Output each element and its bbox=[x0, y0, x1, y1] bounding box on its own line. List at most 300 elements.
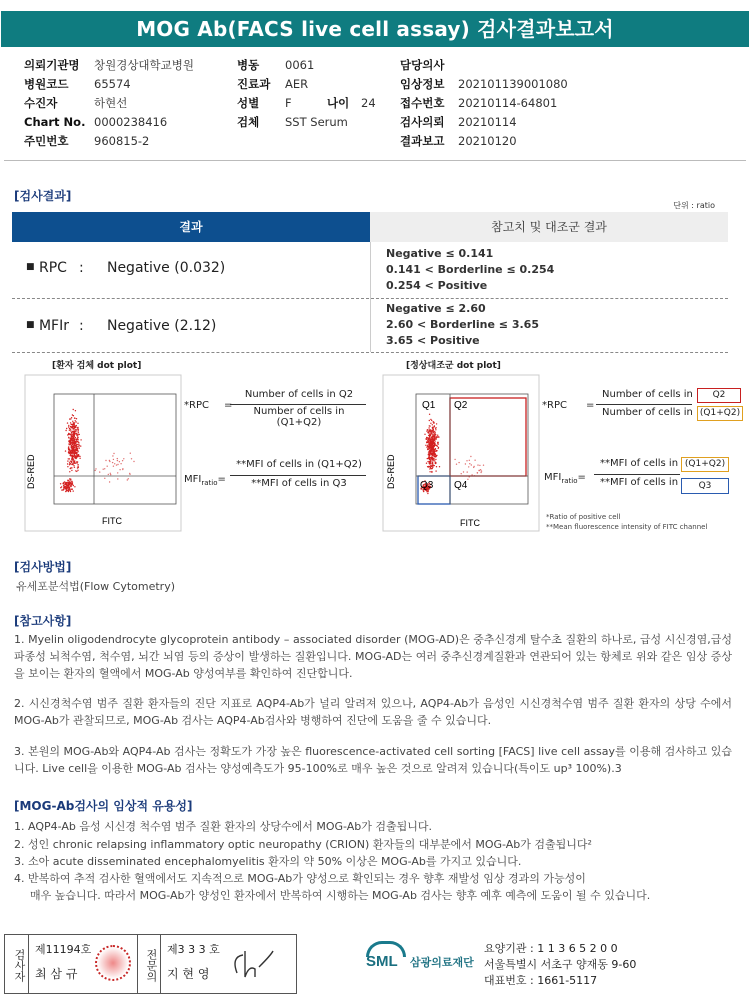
unit-label: 단위 : ratio bbox=[673, 201, 715, 210]
info-label: 결과보고 bbox=[400, 134, 445, 148]
dot bbox=[432, 466, 433, 467]
dot bbox=[74, 467, 75, 468]
dot bbox=[75, 425, 76, 426]
info-value: 20210114-64801 bbox=[458, 96, 558, 110]
dot bbox=[71, 489, 72, 490]
clinical-item: 매우 높습니다. 따라서 MOG-Ab가 양성인 환자에서 반복하여 시행하는 MOG-Ab 검사는 향후 예후 예측에 도움이 될 수 있습니다. bbox=[30, 889, 651, 902]
report-title: MOG Ab(FACS live cell assay) 검사결과보고서 bbox=[1, 11, 749, 47]
dot bbox=[432, 443, 433, 444]
dot bbox=[76, 471, 77, 472]
info-label: 검사의뢰 bbox=[400, 115, 445, 129]
dot bbox=[427, 491, 428, 492]
q2-box: Q2 bbox=[697, 388, 741, 403]
dot bbox=[428, 466, 429, 467]
reference-section-title: [참고사항] bbox=[14, 614, 72, 628]
mfi-ratio-label bbox=[544, 472, 586, 485]
dot bbox=[69, 430, 70, 431]
dot bbox=[429, 451, 430, 452]
dot bbox=[65, 488, 66, 489]
dot bbox=[473, 466, 474, 467]
dot bbox=[69, 449, 70, 450]
dot bbox=[63, 488, 64, 489]
divider bbox=[4, 160, 746, 161]
dot bbox=[73, 450, 74, 451]
x-axis-label: FITC bbox=[460, 518, 480, 528]
dot bbox=[68, 491, 69, 492]
dot bbox=[480, 469, 481, 470]
dot bbox=[434, 443, 435, 444]
dot bbox=[104, 478, 105, 479]
dot bbox=[73, 490, 74, 491]
reference-line: Negative ≤ 2.60 bbox=[386, 302, 486, 315]
dot bbox=[119, 461, 120, 462]
info-col-1 bbox=[24, 56, 194, 151]
dot bbox=[75, 437, 76, 438]
dot bbox=[436, 438, 437, 439]
fraction-bar bbox=[230, 475, 366, 476]
dot bbox=[430, 441, 431, 442]
dot bbox=[72, 442, 73, 443]
q1-label: Q1 bbox=[422, 400, 436, 411]
dot bbox=[434, 453, 435, 454]
dot bbox=[113, 459, 114, 460]
result-name: MFIr bbox=[38, 318, 69, 334]
seal-icon bbox=[95, 945, 131, 981]
reference-line: 2.60 < Borderline ≤ 3.65 bbox=[386, 318, 539, 331]
dot bbox=[74, 486, 75, 487]
dot bbox=[123, 458, 124, 459]
result-section-title: [검사결과] bbox=[14, 189, 72, 203]
dot bbox=[437, 435, 438, 436]
mfi-numerator: **MFI of cells in (Q1+Q2) bbox=[236, 459, 362, 470]
dot bbox=[80, 439, 81, 440]
mfi-subscript: ratio bbox=[201, 479, 218, 487]
dot bbox=[430, 429, 431, 430]
dot bbox=[75, 441, 76, 442]
dot bbox=[65, 450, 66, 451]
dot bbox=[74, 424, 75, 425]
dot bbox=[428, 454, 429, 455]
result-sep: : bbox=[78, 318, 84, 334]
org-name: 삼광의료재단 bbox=[410, 956, 474, 969]
dot bbox=[74, 433, 75, 434]
dot bbox=[76, 429, 77, 430]
dot bbox=[72, 464, 73, 465]
dot bbox=[131, 458, 132, 459]
dot bbox=[73, 428, 74, 429]
dot bbox=[133, 461, 134, 462]
dot bbox=[117, 458, 118, 459]
age-value: 24 bbox=[361, 96, 376, 110]
dot bbox=[71, 435, 72, 436]
dot bbox=[434, 436, 435, 437]
dot bbox=[71, 432, 72, 433]
dot bbox=[72, 440, 73, 441]
mfi-subscript: ratio bbox=[561, 477, 578, 485]
clinical-item: 3. 소아 acute disseminated encephalomyelitis 환자의 약 50% 이상은 MOG-Ab를 가지고 있습니다. bbox=[14, 855, 522, 868]
rpc-reference bbox=[386, 246, 554, 294]
dot bbox=[129, 473, 130, 474]
dot bbox=[433, 440, 434, 441]
dot bbox=[431, 453, 432, 454]
patient-plot-title: [환자 검체 dot plot] bbox=[52, 361, 142, 371]
dot bbox=[431, 457, 432, 458]
dot bbox=[69, 458, 70, 459]
dot bbox=[480, 472, 481, 473]
dot bbox=[76, 435, 77, 436]
equals: = bbox=[577, 472, 586, 483]
info-value: 0061 bbox=[285, 58, 315, 72]
dot bbox=[75, 421, 76, 422]
dot bbox=[435, 462, 436, 463]
dot bbox=[60, 483, 61, 484]
dot bbox=[433, 423, 434, 424]
dot bbox=[433, 427, 434, 428]
dot bbox=[434, 456, 435, 457]
dot bbox=[117, 478, 118, 479]
dot bbox=[71, 417, 72, 418]
dot bbox=[74, 447, 75, 448]
info-value: F bbox=[285, 96, 292, 110]
dot bbox=[73, 432, 74, 433]
dot bbox=[112, 462, 113, 463]
dot bbox=[429, 446, 430, 447]
dot bbox=[435, 427, 436, 428]
info-label: 담당의사 bbox=[400, 58, 445, 72]
dot bbox=[432, 449, 433, 450]
dot bbox=[430, 439, 431, 440]
dot bbox=[69, 434, 70, 435]
dot bbox=[430, 447, 431, 448]
dot bbox=[63, 489, 64, 490]
dot bbox=[72, 457, 73, 458]
dot bbox=[429, 431, 430, 432]
dot bbox=[432, 459, 433, 460]
dot bbox=[430, 467, 431, 468]
dot bbox=[75, 443, 76, 444]
dot bbox=[68, 437, 69, 438]
dot bbox=[75, 453, 76, 454]
dot bbox=[71, 431, 72, 432]
dot bbox=[103, 469, 104, 470]
dot bbox=[458, 462, 459, 463]
dot bbox=[113, 453, 114, 454]
dot bbox=[431, 445, 432, 446]
dot bbox=[67, 466, 68, 467]
dot bbox=[109, 461, 110, 462]
dot bbox=[429, 471, 430, 472]
dot bbox=[73, 422, 74, 423]
dot bbox=[72, 483, 73, 484]
dot bbox=[74, 440, 75, 441]
dot bbox=[427, 493, 428, 494]
dot bbox=[428, 438, 429, 439]
dot bbox=[117, 460, 118, 461]
dot bbox=[78, 432, 79, 433]
dot bbox=[437, 444, 438, 445]
info-label: 의뢰기관명 bbox=[24, 58, 80, 72]
info-label: Chart No. bbox=[24, 115, 86, 129]
dot bbox=[70, 438, 71, 439]
dot bbox=[73, 452, 74, 453]
reference-paragraph-3: 3. 본원의 MOG-Ab와 AQP4-Ab 검사는 정확도가 가장 높은 fluorescence-activated cell sorting [FACS] live cell assay를 이용해 검사하고 있습니다. Live cell을 이용한 MOG-Ab 검사는 양성예측도가 95-100%로 매우 높은 것으로 알려져 있습니다(특이도 up³ 100%).3 bbox=[14, 745, 732, 775]
dot bbox=[434, 440, 435, 441]
dot bbox=[110, 473, 111, 474]
dot bbox=[99, 471, 100, 472]
dot bbox=[463, 471, 464, 472]
result-name: RPC bbox=[38, 260, 67, 276]
rpc-denominator: Number of cells in (Q1+Q2) bbox=[253, 406, 345, 428]
dot bbox=[68, 425, 69, 426]
dot bbox=[430, 462, 431, 463]
dot bbox=[60, 487, 61, 488]
dot bbox=[67, 463, 68, 464]
dot bbox=[75, 463, 76, 464]
dot bbox=[434, 460, 435, 461]
footnote-mfi: **Mean fluorescence intensity of FITC channel bbox=[546, 523, 708, 531]
dot bbox=[430, 432, 431, 433]
reference-line: 0.141 < Borderline ≤ 0.254 bbox=[386, 263, 555, 276]
dot bbox=[432, 465, 433, 466]
result-value: Negative (0.032) bbox=[106, 260, 226, 276]
dot bbox=[434, 451, 435, 452]
doctor-name: 지 현 영 bbox=[167, 967, 210, 981]
dot bbox=[63, 482, 64, 483]
dot bbox=[69, 444, 70, 445]
dot bbox=[117, 464, 118, 465]
dot bbox=[73, 431, 74, 432]
dot bbox=[80, 445, 81, 446]
dot bbox=[429, 459, 430, 460]
dot bbox=[70, 461, 71, 462]
dot bbox=[437, 437, 438, 438]
dot bbox=[470, 456, 471, 457]
dot bbox=[427, 461, 428, 462]
dot bbox=[71, 455, 72, 456]
dot bbox=[95, 470, 96, 471]
dot bbox=[72, 458, 73, 459]
dot bbox=[70, 452, 71, 453]
dot bbox=[77, 466, 78, 467]
equals: = bbox=[224, 400, 233, 411]
dot bbox=[426, 437, 427, 438]
mfi-numerator-text: **MFI of cells in bbox=[600, 458, 679, 469]
dot bbox=[466, 460, 467, 461]
info-value: 0000238416 bbox=[94, 115, 168, 129]
dot bbox=[434, 433, 435, 434]
x-axis-label: FITC bbox=[102, 516, 122, 526]
dot bbox=[432, 451, 433, 452]
result-value: Negative (2.12) bbox=[106, 318, 217, 334]
dot bbox=[74, 436, 75, 437]
dot bbox=[426, 439, 427, 440]
dot bbox=[74, 427, 75, 428]
info-value: 65574 bbox=[94, 77, 131, 91]
dot bbox=[426, 463, 427, 464]
dot bbox=[424, 434, 425, 435]
dot bbox=[437, 442, 438, 443]
dot bbox=[435, 470, 436, 471]
age-label: 나이 bbox=[327, 96, 350, 110]
mfi-ratio-label bbox=[184, 474, 226, 487]
dot bbox=[105, 460, 106, 461]
info-label: 진료과 bbox=[237, 77, 271, 91]
dot bbox=[75, 457, 76, 458]
reference-header: 참고치 및 대조군 결과 bbox=[370, 212, 728, 242]
dot bbox=[456, 464, 457, 465]
dot bbox=[429, 429, 430, 430]
fraction-bar bbox=[230, 404, 366, 405]
dot bbox=[432, 438, 433, 439]
info-label: 병원코드 bbox=[24, 77, 69, 91]
dot bbox=[436, 455, 437, 456]
rpc-denominator-text: Number of cells in bbox=[602, 407, 693, 418]
dot bbox=[437, 446, 438, 447]
info-label: 검체 bbox=[237, 115, 260, 129]
dot bbox=[433, 421, 434, 422]
info-label: 임상정보 bbox=[400, 77, 445, 91]
dot bbox=[433, 434, 434, 435]
dot bbox=[439, 466, 440, 467]
reference-paragraph-1: 1. Myelin oligodendrocyte glycoprotein antibody – associated disorder (MOG-AD)은 중추신경계 탈수초 질환의 하나로, 급성 시신경염,급성파종성 뇌척수염, 척수염, 뇌간 뇌염 등의 증상이 발생하는 질환입니다. MOG-AD는 여러 중추신경계질환과 연관되어 있는 항체로 위와 같은 임상 증상을 보이는 환자의 혈액에서 MOG-Ab 양성여부를 확인하여 진단합니다. bbox=[14, 633, 732, 680]
dot bbox=[70, 491, 71, 492]
dot bbox=[76, 440, 77, 441]
dot bbox=[75, 450, 76, 451]
dot bbox=[427, 446, 428, 447]
dot bbox=[428, 462, 429, 463]
dot bbox=[70, 454, 71, 455]
dot bbox=[68, 452, 69, 453]
dot bbox=[435, 429, 436, 430]
dot bbox=[74, 454, 75, 455]
dot bbox=[467, 471, 468, 472]
dot bbox=[430, 466, 431, 467]
dot bbox=[431, 420, 432, 421]
mfi-denominator-text: **MFI of cells in bbox=[600, 477, 679, 488]
reference-line: 0.254 < Positive bbox=[386, 279, 488, 292]
dot bbox=[78, 454, 79, 455]
mfi-label: MFI bbox=[544, 472, 562, 483]
bullet-icon: ■ bbox=[26, 320, 35, 330]
dot bbox=[127, 479, 128, 480]
mfi-label: MFI bbox=[184, 474, 202, 485]
reference-line: 3.65 < Positive bbox=[386, 334, 480, 347]
dot bbox=[69, 471, 70, 472]
bullet-icon: ■ bbox=[26, 262, 35, 272]
info-col-3 bbox=[400, 56, 568, 151]
control-dot-plot bbox=[382, 374, 542, 532]
dot bbox=[433, 459, 434, 460]
column-divider bbox=[370, 242, 371, 352]
dot bbox=[75, 429, 76, 430]
dot bbox=[75, 455, 76, 456]
dot bbox=[430, 453, 431, 454]
doctor-label: 전문의 bbox=[137, 935, 161, 993]
clinical-item: 1. AQP4-Ab 음성 시신경 척수염 범주 질환 환자의 상당수에서 MOG-Ab가 검출됩니다. bbox=[14, 820, 432, 833]
dot bbox=[73, 485, 74, 486]
dot bbox=[72, 424, 73, 425]
dot bbox=[430, 442, 431, 443]
dot bbox=[72, 449, 73, 450]
dot bbox=[430, 423, 431, 424]
dot bbox=[66, 428, 67, 429]
dot bbox=[77, 444, 78, 445]
equals: = bbox=[217, 474, 226, 485]
dot bbox=[72, 437, 73, 438]
result-header: 결과 bbox=[12, 212, 370, 242]
dot bbox=[427, 442, 428, 443]
dot bbox=[77, 430, 78, 431]
dot bbox=[431, 472, 432, 473]
dot bbox=[70, 486, 71, 487]
dot bbox=[469, 463, 470, 464]
dot bbox=[431, 433, 432, 434]
dot bbox=[427, 429, 428, 430]
dot bbox=[68, 448, 69, 449]
clinical-item: 2. 성인 chronic relapsing inflammatory optic neuropathy (CRION) 환자들의 대부분에서 MOG-Ab가 검출됩니다² bbox=[14, 838, 592, 851]
dot bbox=[431, 454, 432, 455]
q4-label: Q4 bbox=[454, 480, 468, 491]
info-label: 주민번호 bbox=[24, 134, 69, 148]
y-axis-label: DS-RED bbox=[386, 454, 396, 489]
dot bbox=[128, 478, 129, 479]
dot bbox=[436, 451, 437, 452]
mfi-denominator: **MFI of cells in Q3 bbox=[251, 478, 347, 489]
dot bbox=[72, 421, 73, 422]
dot bbox=[434, 431, 435, 432]
row-divider bbox=[12, 352, 728, 353]
dot bbox=[477, 464, 478, 465]
dot bbox=[78, 442, 79, 443]
dot bbox=[104, 468, 105, 469]
dot bbox=[120, 463, 121, 464]
dot bbox=[71, 447, 72, 448]
dot bbox=[430, 460, 431, 461]
mfir-result-row bbox=[26, 318, 216, 334]
dot bbox=[432, 430, 433, 431]
info-col-2 bbox=[237, 56, 376, 132]
dot bbox=[433, 446, 434, 447]
org-code: 요양기관 : 1 1 3 6 5 2 0 0 bbox=[484, 942, 618, 955]
dot bbox=[67, 460, 68, 461]
dot bbox=[70, 442, 71, 443]
dot bbox=[70, 430, 71, 431]
dot bbox=[71, 427, 72, 428]
q1q2-box: (Q1+Q2) bbox=[697, 406, 743, 421]
dot bbox=[71, 462, 72, 463]
dot bbox=[429, 436, 430, 437]
info-value: 20210120 bbox=[458, 134, 517, 148]
dot bbox=[68, 487, 69, 488]
dot bbox=[68, 490, 69, 491]
dot bbox=[434, 455, 435, 456]
dot bbox=[65, 484, 66, 485]
dot bbox=[107, 466, 108, 467]
dot bbox=[77, 464, 78, 465]
dot bbox=[117, 472, 118, 473]
dot bbox=[75, 410, 76, 411]
tester-name: 최 삼 규 bbox=[35, 967, 78, 981]
dot bbox=[71, 485, 72, 486]
dot bbox=[95, 468, 96, 469]
dot bbox=[477, 472, 478, 473]
q3-label: Q3 bbox=[420, 480, 434, 491]
dot bbox=[61, 489, 62, 490]
dot bbox=[77, 448, 78, 449]
dot bbox=[73, 461, 74, 462]
dot bbox=[70, 440, 71, 441]
dot bbox=[467, 479, 468, 480]
